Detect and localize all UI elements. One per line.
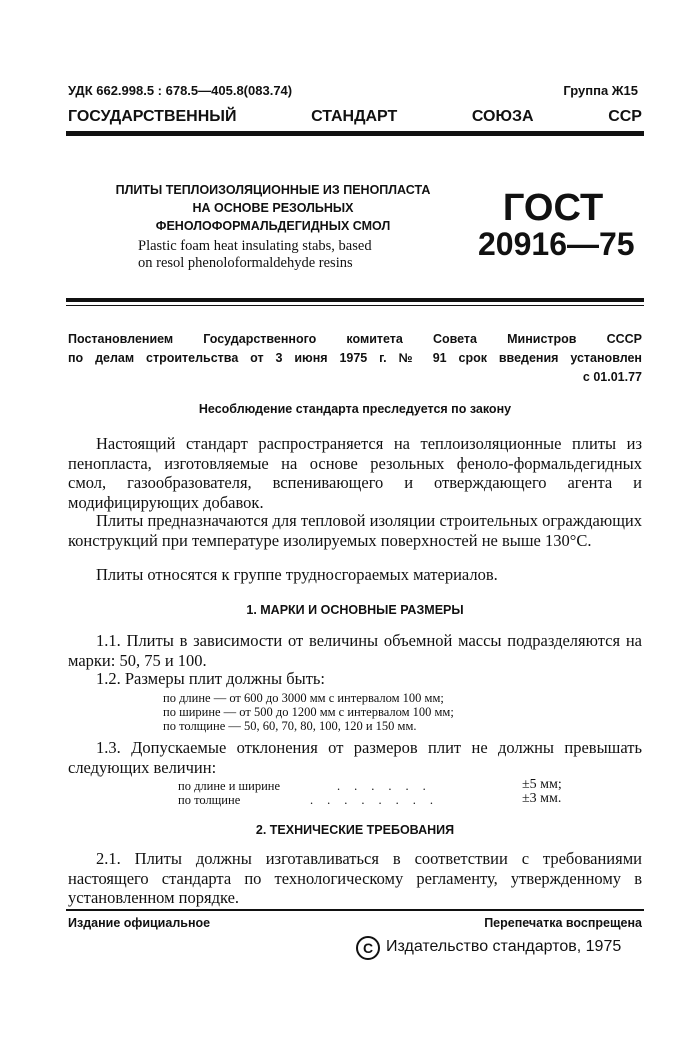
copyright-icon: C <box>356 936 380 960</box>
title-line: Plastic foam heat insulating stabs, based <box>138 238 372 254</box>
intro-paragraph: Плиты относятся к группе трудносгораемых материалов. <box>96 565 498 584</box>
tolerance-label: по толщине <box>178 793 241 807</box>
official-edition: Издание официальное <box>68 916 211 930</box>
state-standard-banner <box>68 108 642 126</box>
leader-dots: ........ <box>310 793 447 807</box>
decree-line: Постановлением Государственного комитета Совета Министров СССР <box>68 332 642 346</box>
reprint-prohibited: Перепечатка воспрещена <box>484 916 642 930</box>
banner-word: СТАНДАРТ <box>311 108 398 125</box>
group-code: Группа Ж15 <box>563 83 638 98</box>
size-item: по толщине — 50, 60, 70, 80, 100, 120 и 150 мм. <box>163 719 417 733</box>
gost-label: ГОСТ <box>502 187 604 229</box>
clause-1-3: 1.3. Допускаемые отклонения от размеров плит не должны превышать следующих величин: <box>68 738 642 777</box>
header-rule <box>66 131 644 136</box>
gost-number: 20916—75 <box>478 226 635 262</box>
title-english <box>138 238 438 272</box>
size-item: по ширине — от 500 до 1200 мм с интервалом 100 мм; <box>163 705 454 719</box>
clause-1-1: 1.1. Плиты в зависимости от величины объемной массы подразделяются на марки: 50, 75 и 100. <box>68 631 642 670</box>
title-russian <box>108 181 438 235</box>
banner-word: СОЮЗА <box>471 108 534 125</box>
title-line: on resol phenoloformaldehyde resins <box>138 255 353 271</box>
violation-notice: Несоблюдение стандарта преследуется по закону <box>198 402 512 416</box>
decree-text <box>68 330 642 387</box>
clause-1-2: 1.2. Размеры плит должны быть: <box>96 669 326 688</box>
tolerance-value: ±5 мм; <box>522 777 562 792</box>
section-heading: 1. МАРКИ И ОСНОВНЫЕ РАЗМЕРЫ <box>246 603 464 617</box>
decree-line: по делам строительства от 3 июня 1975 г. № 91 срок введения установлен <box>68 351 642 365</box>
title-rule-thin <box>66 305 644 306</box>
tolerance-label: по длине и ширине <box>178 779 281 793</box>
intro-paragraph: Плиты предназначаются для тепловой изоляции строительных ограждающих конструкций при температуре изолируемых поверхностей не выше 130°С. <box>68 511 642 550</box>
leader-dots: ...... <box>337 779 440 793</box>
copyright-line <box>356 936 621 960</box>
publisher: Издательство стандартов, 1975 <box>386 938 622 955</box>
title-rule <box>66 298 644 302</box>
tolerance-value: ±3 мм. <box>522 791 562 806</box>
footer-rule <box>66 909 644 911</box>
section-heading: 2. ТЕХНИЧЕСКИЕ ТРЕБОВАНИЯ <box>255 823 455 837</box>
banner-word: ССР <box>608 108 642 125</box>
size-item: по длине — от 600 до 3000 мм с интервалом 100 мм; <box>163 691 444 705</box>
title-line: ПЛИТЫ ТЕПЛОИЗОЛЯЦИОННЫЕ ИЗ ПЕНОПЛАСТА <box>115 183 431 197</box>
intro-paragraph: Настоящий стандарт распространяется на теплоизоляционные плиты из пенопласта, изготовляемые на основе резольных феноло-формальдегидных смол, газообразователя, вспенивающего и отверждающего агента и модифицирующих добавок. <box>68 434 642 512</box>
title-line: ФЕНОЛОФОРМАЛЬДЕГИДНЫХ СМОЛ <box>155 219 391 233</box>
banner-word: ГОСУДАРСТВЕННЫЙ <box>68 108 237 125</box>
title-line: НА ОСНОВЕ РЕЗОЛЬНЫХ <box>192 201 354 215</box>
udk-code: УДК 662.998.5 : 678.5—405.8(083.74) <box>68 83 293 98</box>
effective-date: с 01.01.77 <box>582 370 642 384</box>
clause-2-1: 2.1. Плиты должны изготавливаться в соответствии с требованиями настоящего стандарта по технологическому регламенту, утвержденному в установленном порядке. <box>68 849 642 907</box>
